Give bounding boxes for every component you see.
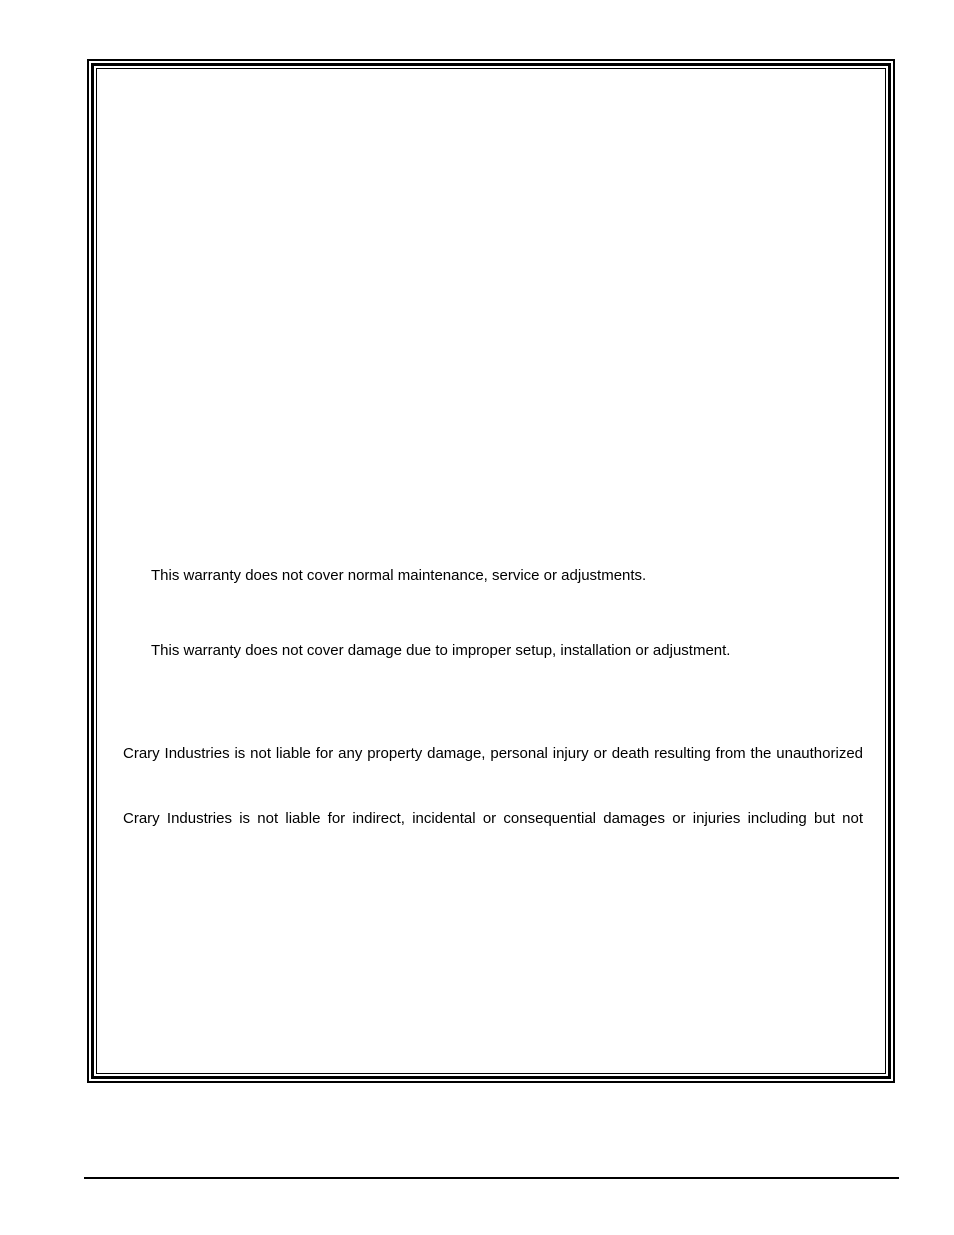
liability-unauthorized-statement: Crary Industries is not liable for any property damage, personal injury or death resulting from the unauthorized (123, 745, 863, 762)
warranty-exclusion-maintenance: This warranty does not cover normal maintenance, service or adjustments. (151, 567, 647, 584)
warranty-exclusion-setup: This warranty does not cover damage due to improper setup, installation or adjustment. (151, 642, 731, 659)
footer-divider (84, 1177, 899, 1179)
liability-indirect-statement: Crary Industries is not liable for indirect, incidental or consequential damages or injuries including but not (123, 810, 863, 827)
